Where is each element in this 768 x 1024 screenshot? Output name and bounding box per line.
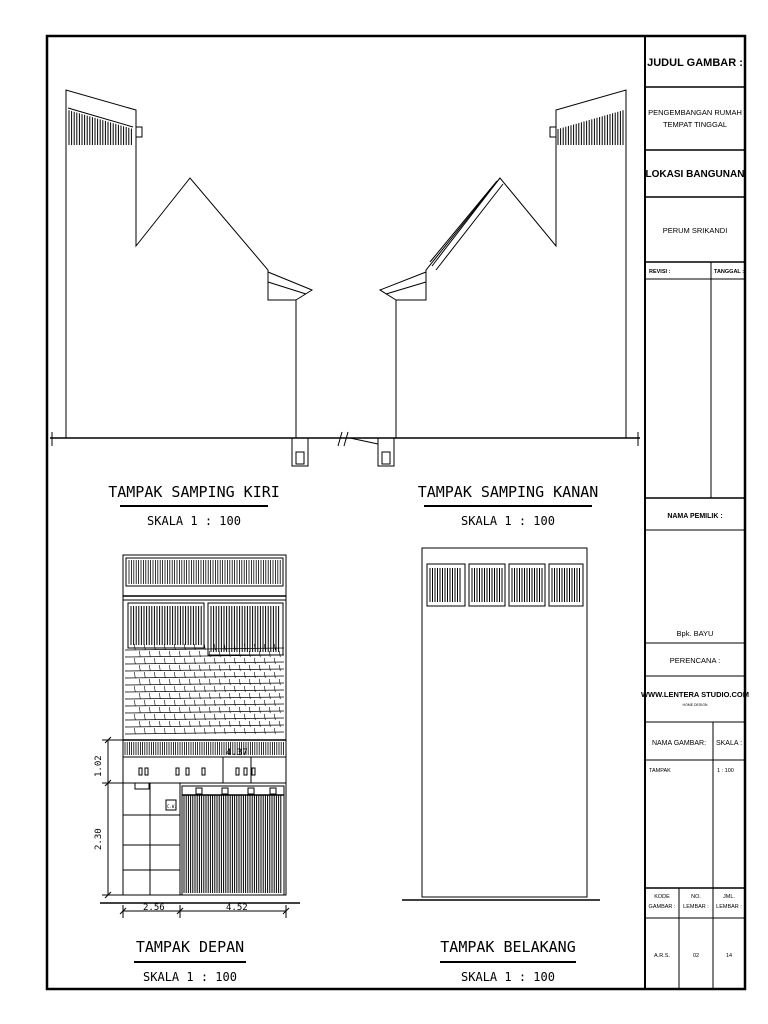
pemilik-value: Bpk. BAYU <box>676 629 714 638</box>
samping-kanan-scale: SKALA 1 : 100 <box>461 514 555 528</box>
samping-kanan-title: TAMPAK SAMPING KANAN <box>417 483 599 501</box>
perencana-label: PERENCANA : <box>669 656 721 665</box>
title-block-text <box>641 57 749 959</box>
jml-value: 14 <box>725 953 733 959</box>
website-sub: HOME DESIGN <box>682 703 708 707</box>
depan-title: TAMPAK DEPAN <box>135 938 245 956</box>
pemilik-label: NAMA PEMILIK : <box>667 513 723 520</box>
judul-line-2: TEMPAT TINGGAL <box>662 120 728 129</box>
kode-value: A.R.S. <box>654 953 670 959</box>
skala-value: 1 : 100 <box>717 768 734 774</box>
lokasi-header: LOKASI BANGUNAN <box>645 169 745 180</box>
jml-label-2: LEMBAR : <box>716 904 742 910</box>
lokasi-value: PERUM SRIKANDI <box>662 226 728 235</box>
front-roof-tiles <box>125 644 284 734</box>
side-left-vent-louver <box>68 108 133 145</box>
jml-label-1: JML. <box>723 894 735 900</box>
belakang-scale: SKALA 1 : 100 <box>461 970 555 984</box>
website: WWW.LENTERA STUDIO.COM <box>640 690 750 699</box>
side-right-vent-louver <box>558 110 623 145</box>
nama-gambar-label: NAMA GAMBAR: <box>651 740 707 747</box>
samping-kiri-scale: SKALA 1 : 100 <box>147 514 241 528</box>
no-label-2: LEMBAR : <box>683 904 709 910</box>
dim-height-upper: 1.02 <box>94 755 104 777</box>
no-label-1: NO. <box>691 894 701 900</box>
bottom-titles <box>134 938 576 984</box>
front-dimension-labels <box>94 748 248 913</box>
nama-gambar-value: TAMPAK <box>649 768 671 774</box>
dim-height-lower: 2.30 <box>94 828 104 850</box>
no-value: 02 <box>692 953 700 959</box>
side-elevation-left <box>50 90 640 466</box>
tanggal-label: TANGGAL : <box>714 269 745 275</box>
belakang-title: TAMPAK BELAKANG <box>440 938 576 956</box>
sheet-border <box>47 36 745 989</box>
door-tag: C.W. <box>167 804 177 809</box>
front-wall-openings <box>139 768 255 775</box>
side-titles <box>108 483 598 528</box>
dim-width-right: 4.52 <box>226 903 248 913</box>
dim-width-top: 4.37 <box>226 748 248 758</box>
rear-elevation <box>402 548 600 900</box>
front-garage-gate <box>182 786 284 895</box>
kode-label-1: KODE <box>654 894 670 900</box>
kode-label-2: GAMBAR : <box>648 904 676 910</box>
skala-label: SKALA : <box>715 740 743 747</box>
side-elevation-right <box>350 90 626 466</box>
depan-scale: SKALA 1 : 100 <box>143 970 237 984</box>
judul-header: JUDUL GAMBAR : <box>647 57 743 69</box>
judul-line-1: PENGEMBANGAN RUMAH <box>648 108 742 117</box>
samping-kiri-title: TAMPAK SAMPING KIRI <box>108 483 280 501</box>
dim-width-left: 2.56 <box>143 903 165 913</box>
revisi-label: REVISI : <box>649 269 671 275</box>
